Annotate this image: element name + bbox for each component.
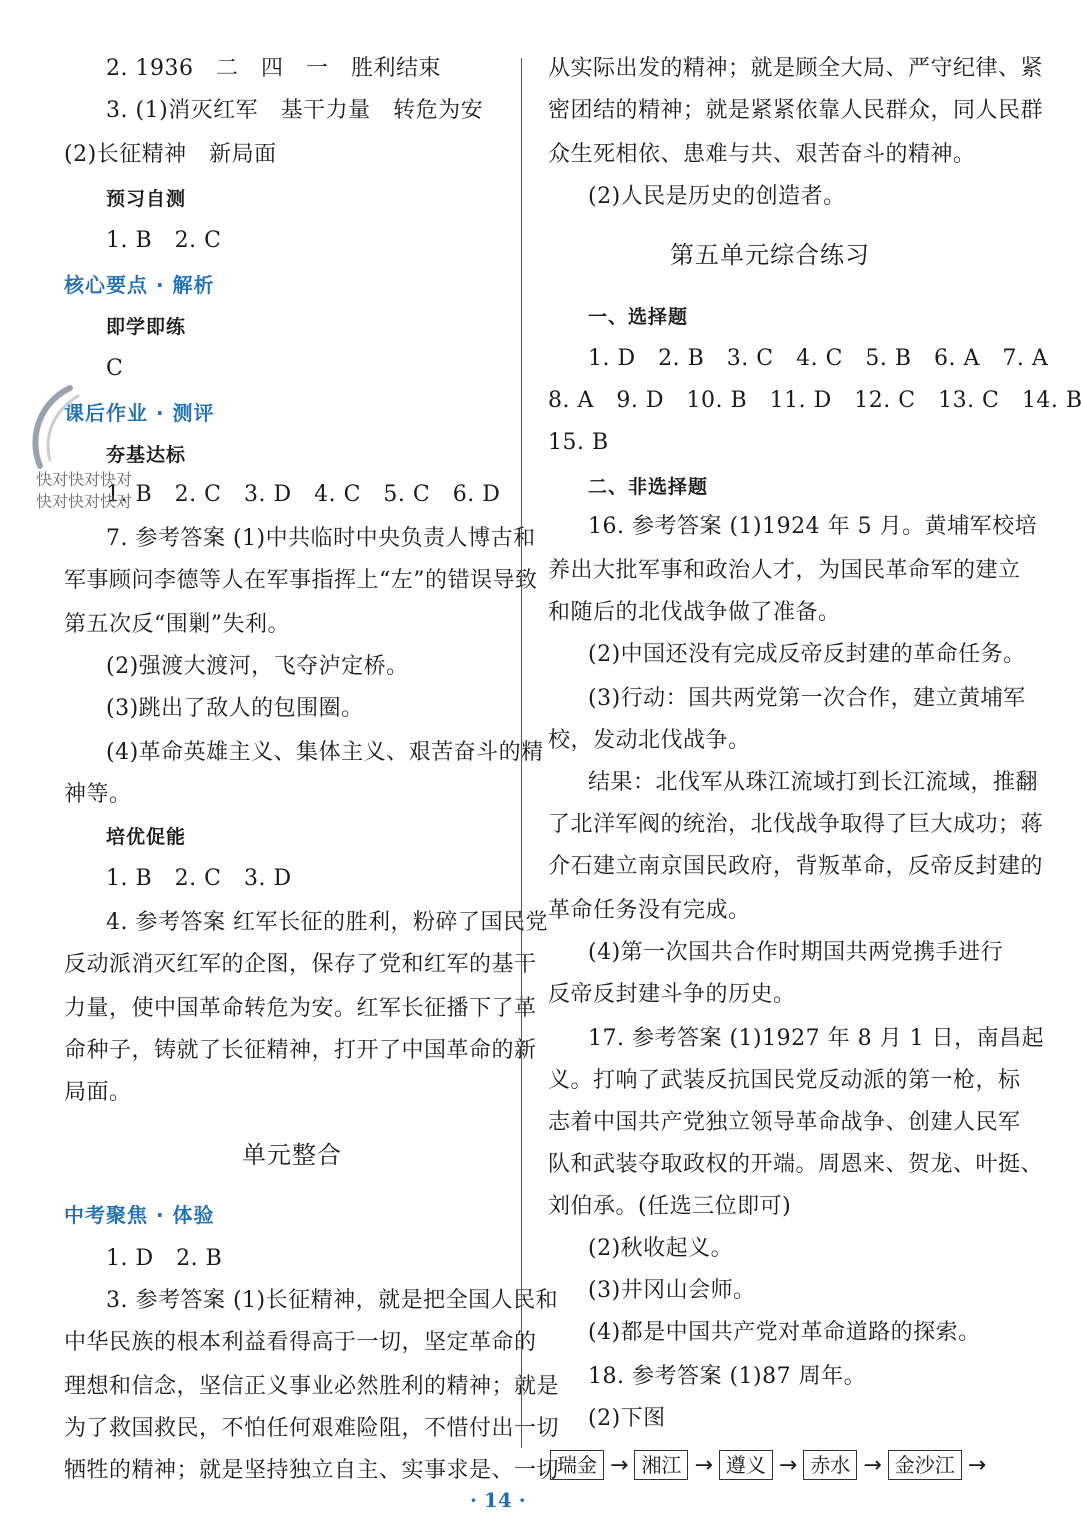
answer-line: 1. B 2. C 3. D 4. C 5. C 6. D (106, 482, 501, 507)
answer-line: 密团结的精神；就是紧紧依靠人民群众，同人民群 (548, 98, 1044, 123)
answer-line: (2)中国还没有完成反帝反封建的革命任务。 (588, 642, 1026, 667)
answer-line: (3)跳出了敌人的包围圈。 (106, 696, 364, 721)
answer-line: (4)第一次国共合作时期国共两党携手进行 (588, 940, 1004, 965)
answer-line: 18. 参考答案 (1)87 周年。 (588, 1364, 867, 1389)
answer-line: 革命任务没有完成。 (548, 898, 751, 923)
answer-line: 结果：北伐军从珠江流域打到长江流域，推翻 (588, 770, 1039, 795)
answer-line: 命种子，铸就了长征精神，打开了中国革命的新 (64, 1038, 537, 1063)
answer-line: 养出大批军事和政治人才，为国民革命军的建立 (548, 558, 1021, 583)
answer-line: 队和武装夺取政权的开端。周恩来、贺龙、叶挺、 (548, 1152, 1044, 1177)
section-title: 核心要点 · 解析 (64, 273, 215, 297)
answer-line: (2)下图 (588, 1406, 666, 1431)
answer-line: C (106, 356, 124, 381)
answer-line: (4)革命英雄主义、集体主义、艰苦奋斗的精 (106, 740, 544, 765)
answer-line: 7. 参考答案 (1)中共临时中央负责人博古和 (106, 526, 536, 551)
answer-line: 志着中国共产党独立领导革命战争、创建人民军 (548, 1110, 1021, 1135)
answer-line: 反帝反封建斗争的历史。 (548, 982, 796, 1007)
section-subtitle: 培优促能 (106, 826, 187, 848)
answer-line: 和随后的北伐战争做了准备。 (548, 600, 841, 625)
answer-line: 校，发动北伐战争。 (548, 728, 751, 753)
page-number: · 14 · (470, 1488, 526, 1512)
watermark-text: 快对快对快对 (36, 470, 133, 489)
answer-line: 2. 1936 二 四 一 胜利结束 (106, 56, 441, 81)
answer-line: 1. B 2. C 3. D (106, 866, 292, 891)
answer-line: 力量，使中国革命转危为安。红军长征播下了革 (64, 996, 537, 1021)
answer-line: (3)行动：国共两党第一次合作，建立黄埔军 (588, 686, 1026, 711)
answer-line: (2)强渡大渡河，飞夺泸定桥。 (106, 654, 409, 679)
answer-line: 第五次反“围剿”失利。 (64, 612, 290, 637)
answer-line: 1. D 2. B 3. C 4. C 5. B 6. A 7. A (588, 346, 1049, 371)
answer-line: 神等。 (64, 782, 132, 807)
answer-line: 牺牲的精神；就是坚持独立自主、实事求是、一切 (64, 1458, 560, 1483)
section-title: 中考聚焦 · 体验 (64, 1203, 215, 1227)
column-divider (521, 58, 522, 1448)
arrow-right-icon: → (863, 1452, 882, 1478)
section-title: 课后作业 · 测评 (64, 401, 215, 425)
watermark-logo (20, 382, 90, 472)
arrow-right-icon: → (694, 1452, 713, 1478)
answer-line: (2)秋收起义。 (588, 1236, 734, 1261)
answer-line: 了北洋军阀的统治，北伐战争取得了巨大成功；蒋 (548, 812, 1044, 837)
answer-line: 3. (1)消灭红军 基干力量 转危为安 (106, 98, 484, 123)
answer-line: 1. B 2. C (106, 228, 222, 253)
route-node: 遵义 (719, 1450, 773, 1480)
section-subtitle: 预习自测 (106, 188, 187, 210)
answer-line: (2)人民是历史的创造者。 (588, 184, 846, 209)
section-subtitle: 一、选择题 (588, 306, 689, 328)
long-march-route-diagram (550, 1450, 992, 1480)
answer-line: 义。打响了武装反抗国民党反动派的第一枪，标 (548, 1068, 1021, 1093)
answer-line: 局面。 (64, 1080, 132, 1105)
answer-line: 3. 参考答案 (1)长征精神，就是把全国人民和 (106, 1288, 559, 1313)
answer-line: 介石建立南京国民政府，背叛革命，反帝反封建的 (548, 854, 1044, 879)
route-node: 湘江 (634, 1450, 688, 1480)
answer-line: (3)井冈山会师。 (588, 1278, 756, 1303)
answer-line: 中华民族的根本利益看得高于一切，坚定革命的 (64, 1330, 537, 1355)
answer-line: 4. 参考答案 红军长征的胜利，粉碎了国民党 (106, 910, 548, 935)
answer-line: 为了救国救民，不怕任何艰难险阻，不惜付出一切 (64, 1416, 560, 1441)
answer-line: 8. A 9. D 10. B 11. D 12. C 13. C 14. B (548, 388, 1083, 413)
arrow-right-icon: → (778, 1452, 798, 1478)
arrow-right-icon: → (610, 1452, 629, 1478)
route-node: 瑞金 (550, 1450, 604, 1480)
answer-line: 刘伯承。(任选三位即可) (548, 1194, 792, 1219)
answer-line: 从实际出发的精神；就是顾全大局、严守纪律、紧 (548, 56, 1044, 81)
section-subtitle: 即学即练 (106, 316, 187, 338)
answer-line: 军事顾问李德等人在军事指挥上“左”的错误导致 (64, 568, 538, 593)
answer-line: 17. 参考答案 (1)1927 年 8 月 1 日，南昌起 (588, 1026, 1045, 1051)
section-subtitle: 二、非选择题 (588, 476, 709, 498)
answer-line: 理想和信念，坚信正义事业必然胜利的精神；就是 (64, 1374, 560, 1399)
answer-line: (4)都是中国共产党对革命道路的探索。 (588, 1320, 981, 1345)
unit-title: 第五单元综合练习 (670, 241, 870, 269)
answer-line: (2)长征精神 新局面 (64, 142, 277, 167)
answer-line: 众生死相依、患难与共、艰苦奋斗的精神。 (548, 142, 976, 167)
arrow-right-icon: → (967, 1452, 987, 1478)
answer-line: 16. 参考答案 (1)1924 年 5 月。黄埔军校培 (588, 514, 1038, 539)
route-node: 金沙江 (888, 1450, 962, 1480)
answer-line: 反动派消灭红军的企图，保存了党和红军的基干 (64, 952, 537, 977)
section-subtitle: 夯基达标 (106, 444, 187, 466)
route-node: 赤水 (803, 1450, 857, 1480)
watermark-text: 快对快对快对 (36, 492, 133, 511)
unit-title: 单元整合 (242, 1141, 342, 1169)
answer-line: 1. D 2. B (106, 1246, 223, 1271)
answer-line: 15. B (548, 430, 609, 455)
